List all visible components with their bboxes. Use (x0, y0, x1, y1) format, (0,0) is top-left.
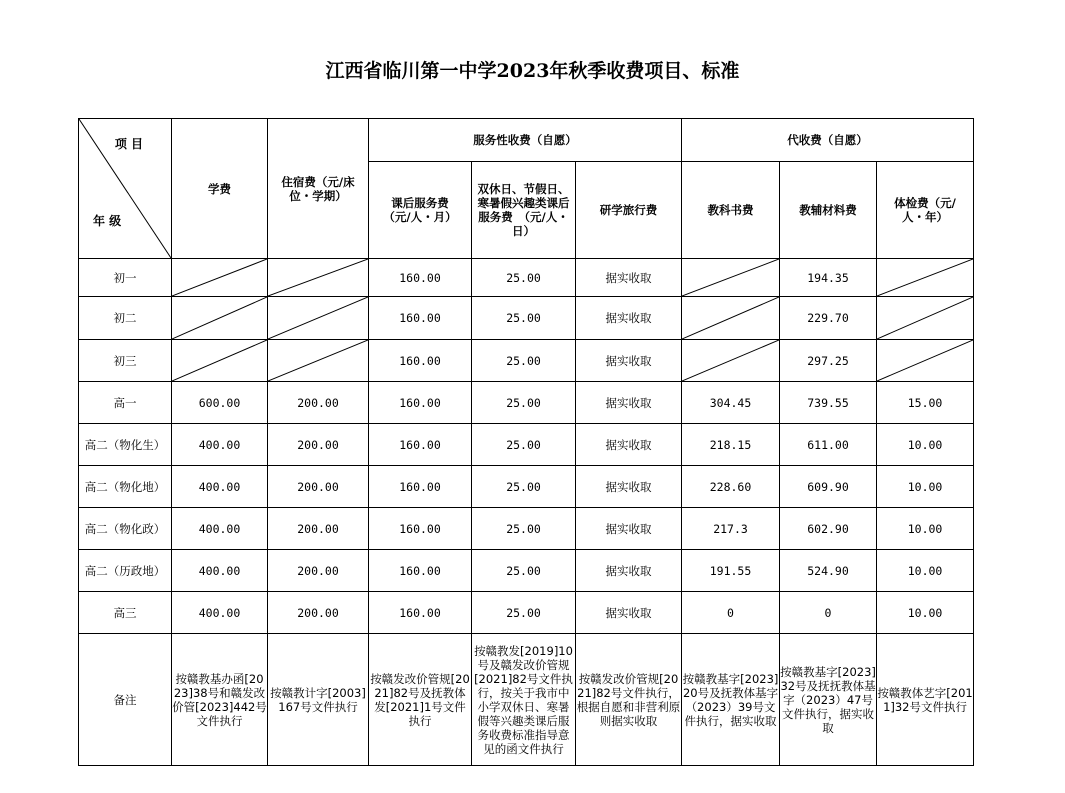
after-school-cell: 160.00 (369, 297, 472, 340)
corner-item-label: 项 目 (114, 137, 143, 151)
holiday-cell: 25.00 (472, 340, 576, 382)
empty-cell (682, 259, 780, 297)
grade-cell: 高二（物化政） (79, 508, 172, 550)
lodging-cell: 200.00 (268, 592, 369, 634)
empty-cell (172, 297, 268, 340)
materials-cell: 609.90 (780, 466, 877, 508)
tuition-cell: 400.00 (172, 424, 268, 466)
after-school-cell: 160.00 (369, 259, 472, 297)
grade-cell: 高一 (79, 382, 172, 424)
header-agency-group: 代收费（自愿） (682, 119, 974, 162)
textbook-cell: 191.55 (682, 550, 780, 592)
header-holiday: 双休日、节假日、寒暑假兴趣类课后服务费 （元/人・日） (472, 162, 576, 259)
materials-cell: 602.90 (780, 508, 877, 550)
tuition-cell: 400.00 (172, 550, 268, 592)
page-title: 江西省临川第一中学2023年秋季收费项目、标准 (325, 60, 740, 82)
table-row (79, 424, 974, 466)
empty-cell-slash (682, 259, 779, 296)
grade-cell: 初一 (79, 259, 172, 297)
empty-cell-slash (268, 259, 368, 296)
textbook-cell: 217.3 (682, 508, 780, 550)
notes-row (79, 634, 974, 766)
lodging-cell: 200.00 (268, 550, 369, 592)
grade-cell: 初二 (79, 297, 172, 340)
physical-cell: 10.00 (877, 508, 974, 550)
textbook-cell: 218.15 (682, 424, 780, 466)
empty-cell-slash (877, 259, 973, 296)
empty-cell (268, 297, 369, 340)
materials-cell: 297.25 (780, 340, 877, 382)
grade-cell: 高二（历政地） (79, 550, 172, 592)
study-tour-cell: 据实收取 (576, 550, 682, 592)
empty-cell (682, 297, 780, 340)
table-row (79, 550, 974, 592)
tuition-cell: 400.00 (172, 592, 268, 634)
study-tour-cell: 据实收取 (576, 424, 682, 466)
header-study-tour: 研学旅行费 (576, 162, 682, 259)
grade-cell: 高二（物化地） (79, 466, 172, 508)
empty-cell-slash (172, 259, 267, 296)
physical-cell: 10.00 (877, 592, 974, 634)
after-school-cell: 160.00 (369, 424, 472, 466)
empty-cell-slash (877, 297, 973, 339)
header-materials: 教辅材料费 (780, 162, 877, 259)
empty-cell (172, 259, 268, 297)
textbook-cell: 304.45 (682, 382, 780, 424)
lodging-cell: 200.00 (268, 424, 369, 466)
empty-cell-slash (682, 297, 779, 339)
holiday-cell: 25.00 (472, 259, 576, 297)
empty-cell (172, 340, 268, 382)
physical-cell: 10.00 (877, 550, 974, 592)
holiday-cell: 25.00 (472, 592, 576, 634)
holiday-cell: 25.00 (472, 550, 576, 592)
study-tour-cell: 据实收取 (576, 297, 682, 340)
holiday-cell: 25.00 (472, 297, 576, 340)
physical-cell: 10.00 (877, 466, 974, 508)
grade-cell: 初三 (79, 340, 172, 382)
lodging-cell: 200.00 (268, 508, 369, 550)
empty-cell-slash (877, 340, 973, 381)
physical-cell: 10.00 (877, 424, 974, 466)
note-after-school: 按赣发改价管规[2021]82号及抚教体发[2021]1号文件执行 (369, 634, 472, 766)
materials-cell: 611.00 (780, 424, 877, 466)
empty-cell (877, 340, 974, 382)
header-physical: 体检费（元/人・年） (877, 162, 974, 259)
after-school-cell: 160.00 (369, 340, 472, 382)
note-materials: 按赣教基字[2023]32号及抚抚教体基字（2023）47号文件执行，据实收取 (780, 634, 877, 766)
textbook-cell: 228.60 (682, 466, 780, 508)
header-after-school: 课后服务费（元/人・月） (369, 162, 472, 259)
note-tuition: 按赣教基办函[2023]38号和赣发改价管[2023]442号文件执行 (172, 634, 268, 766)
materials-cell: 0 (780, 592, 877, 634)
study-tour-cell: 据实收取 (576, 466, 682, 508)
note-study-tour: 按赣发改价管规[2021]82号文件执行，根据自愿和非营利原则据实收取 (576, 634, 682, 766)
note-holiday: 按赣教发[2019]10号及赣发改价管规[2021]82号文件执行，按关于我市中小学双休日、寒暑假等兴趣类课后服务收费标准指导意见的函文件执行 (472, 634, 576, 766)
empty-cell-slash (172, 340, 267, 381)
study-tour-cell: 据实收取 (576, 592, 682, 634)
after-school-cell: 160.00 (369, 550, 472, 592)
study-tour-cell: 据实收取 (576, 340, 682, 382)
grade-cell: 高二（物化生） (79, 424, 172, 466)
note-lodging: 按赣教计字[2003]167号文件执行 (268, 634, 369, 766)
header-tuition: 学费 (172, 119, 268, 259)
corner-grade-label: 年 级 (93, 214, 122, 228)
corner-header-cell (79, 119, 172, 259)
tuition-cell: 400.00 (172, 508, 268, 550)
after-school-cell: 160.00 (369, 466, 472, 508)
fee-table (78, 118, 974, 766)
holiday-cell: 25.00 (472, 382, 576, 424)
empty-cell-slash (682, 340, 779, 381)
note-textbook: 按赣教基字[2023]20号及抚教体基字（2023）39号文件执行，据实收取 (682, 634, 780, 766)
lodging-cell: 200.00 (268, 382, 369, 424)
materials-cell: 739.55 (780, 382, 877, 424)
lodging-cell: 200.00 (268, 466, 369, 508)
after-school-cell: 160.00 (369, 382, 472, 424)
after-school-cell: 160.00 (369, 592, 472, 634)
table-row (79, 508, 974, 550)
table-row (79, 259, 974, 297)
study-tour-cell: 据实收取 (576, 382, 682, 424)
materials-cell: 229.70 (780, 297, 877, 340)
empty-cell (268, 259, 369, 297)
table-row (79, 382, 974, 424)
header-lodging: 住宿费（元/床位・学期） (268, 119, 369, 259)
holiday-cell: 25.00 (472, 424, 576, 466)
header-service-group: 服务性收费（自愿） (369, 119, 682, 162)
table-row (79, 340, 974, 382)
empty-cell (682, 340, 780, 382)
empty-cell (877, 297, 974, 340)
table-row (79, 297, 974, 340)
grade-cell: 高三 (79, 592, 172, 634)
table-row (79, 592, 974, 634)
tuition-cell: 400.00 (172, 466, 268, 508)
holiday-cell: 25.00 (472, 466, 576, 508)
empty-cell-slash (172, 297, 267, 339)
physical-cell: 15.00 (877, 382, 974, 424)
empty-cell (877, 259, 974, 297)
study-tour-cell: 据实收取 (576, 259, 682, 297)
table-row (79, 466, 974, 508)
empty-cell (268, 340, 369, 382)
fee-rows (79, 259, 974, 634)
note-physical: 按赣教体艺字[2011]32号文件执行 (877, 634, 974, 766)
holiday-cell: 25.00 (472, 508, 576, 550)
textbook-cell: 0 (682, 592, 780, 634)
header-textbook: 教科书费 (682, 162, 780, 259)
notes-label: 备注 (79, 634, 172, 766)
materials-cell: 524.90 (780, 550, 877, 592)
empty-cell-slash (268, 297, 368, 339)
empty-cell-slash (268, 340, 368, 381)
tuition-cell: 600.00 (172, 382, 268, 424)
study-tour-cell: 据实收取 (576, 508, 682, 550)
materials-cell: 194.35 (780, 259, 877, 297)
after-school-cell: 160.00 (369, 508, 472, 550)
